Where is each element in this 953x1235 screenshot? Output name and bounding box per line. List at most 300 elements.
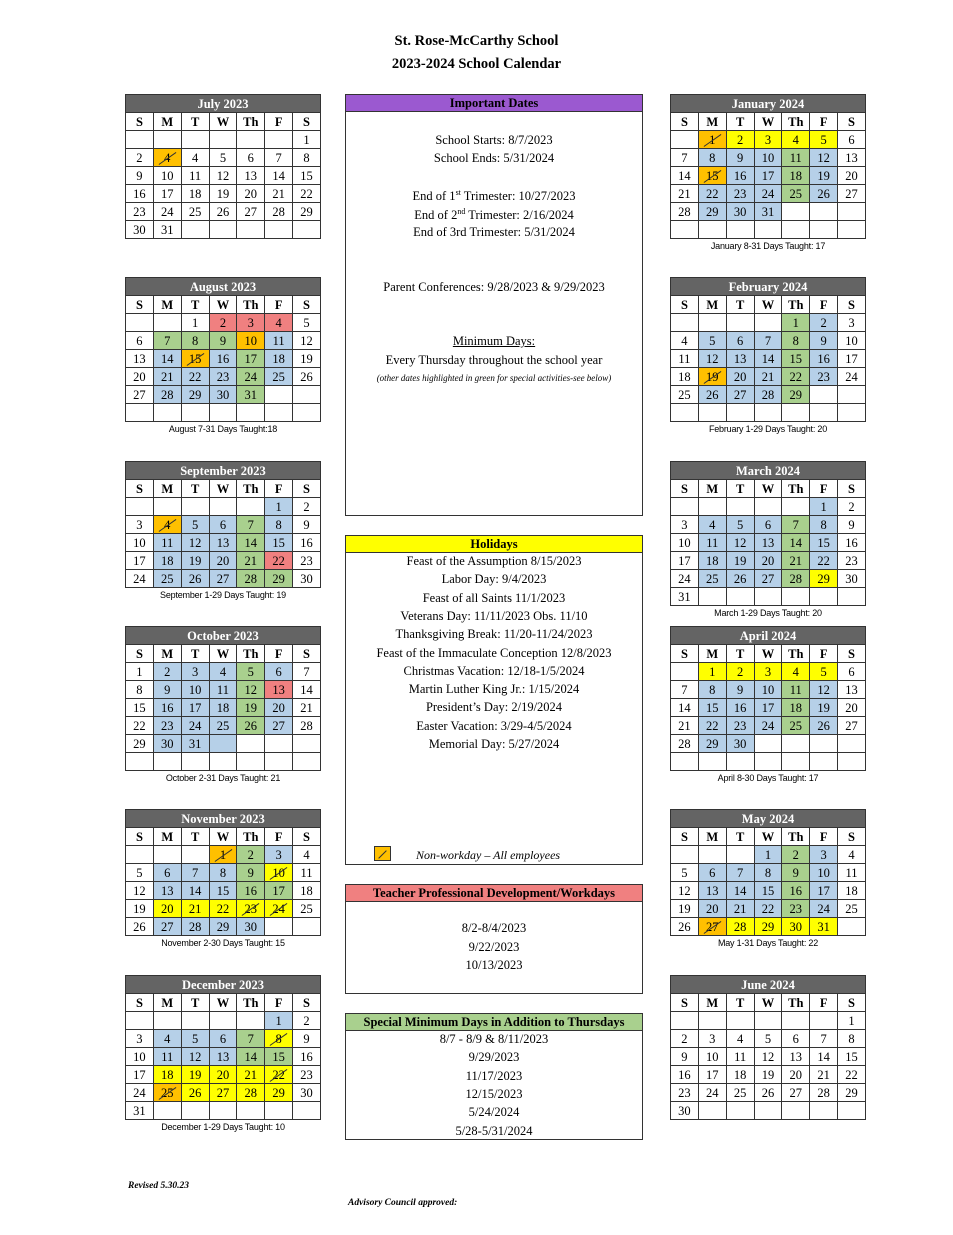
trimester-2-end: End of 2nd Trimester: 2/16/2024: [414, 207, 574, 223]
day-cell: 21: [293, 699, 321, 717]
weekday-header: Th: [782, 645, 810, 663]
day-cell: 13: [726, 350, 754, 368]
day-cell: 28: [265, 203, 293, 221]
weekday-header: T: [726, 994, 754, 1012]
day-cell: 26: [209, 203, 237, 221]
month-calendar: [670, 277, 866, 422]
day-cell: 29: [810, 570, 838, 588]
day-cell: 8: [293, 149, 321, 167]
weekday-header: S: [671, 828, 699, 846]
day-cell: [237, 735, 265, 753]
day-cell: 24: [754, 185, 782, 203]
day-cell: 24: [153, 203, 181, 221]
day-cell: 19: [810, 699, 838, 717]
day-cell: 19: [209, 185, 237, 203]
day-cell: 29: [838, 1084, 866, 1102]
day-cell: [126, 404, 154, 422]
special-minimum-days-box: [345, 1013, 643, 1140]
day-cell: 25: [265, 368, 293, 386]
holidays-item: Christmas Vacation: 12/18-1/5/2024: [403, 663, 585, 678]
month-name: December 2023: [126, 976, 321, 994]
day-cell: [726, 846, 754, 864]
day-cell: 12: [671, 882, 699, 900]
day-cell: 11: [698, 534, 726, 552]
day-cell: 18: [726, 1066, 754, 1084]
month-calendar: [670, 975, 866, 1120]
day-cell: 13: [126, 350, 154, 368]
day-cell: 16: [838, 534, 866, 552]
day-cell: 18: [209, 699, 237, 717]
minimum-item: 9/29/2023: [468, 1050, 520, 1065]
day-cell: 5: [754, 1030, 782, 1048]
weekday-header: S: [293, 113, 321, 131]
day-cell: 27: [153, 918, 181, 936]
day-cell: 2: [671, 1030, 699, 1048]
days-taught-caption: September 1-29 Days Taught: 19: [160, 590, 286, 600]
month-name: January 2024: [671, 95, 866, 113]
day-cell: 2: [726, 663, 754, 681]
weekday-header: S: [293, 645, 321, 663]
day-cell: 22: [181, 368, 209, 386]
day-cell: [293, 386, 321, 404]
weekday-header: Th: [782, 828, 810, 846]
weekday-header: S: [293, 828, 321, 846]
days-taught-caption: May 1-31 Days Taught: 22: [717, 938, 819, 948]
month-name: March 2024: [671, 462, 866, 480]
day-cell: 13: [237, 167, 265, 185]
day-cell: 17: [237, 350, 265, 368]
day-cell: 1: [838, 1012, 866, 1030]
day-cell: [265, 918, 293, 936]
day-cell: 3: [698, 1030, 726, 1048]
day-cell: 19: [726, 552, 754, 570]
day-cell: [838, 735, 866, 753]
day-cell: 20: [209, 552, 237, 570]
revised-note: Revised 5.30.23: [128, 1181, 189, 1191]
day-cell: 12: [209, 167, 237, 185]
day-cell: 29: [126, 735, 154, 753]
day-cell: 25: [153, 570, 181, 588]
holidays-box: [345, 535, 643, 865]
weekday-header: S: [126, 828, 154, 846]
day-cell: [181, 131, 209, 149]
day-cell: [782, 735, 810, 753]
day-cell: 13: [782, 1048, 810, 1066]
day-cell: 16: [293, 534, 321, 552]
weekday-header: M: [153, 994, 181, 1012]
day-cell: 10: [126, 1048, 154, 1066]
weekday-header: F: [810, 828, 838, 846]
day-cell: 26: [237, 717, 265, 735]
day-cell: 23: [726, 185, 754, 203]
day-cell: [782, 498, 810, 516]
day-cell: [126, 1012, 154, 1030]
school-ends: School Ends: 5/31/2024: [433, 151, 555, 165]
day-cell: 14: [671, 699, 699, 717]
day-cell: [810, 221, 838, 239]
day-cell: 3: [126, 1030, 154, 1048]
day-cell: [265, 221, 293, 239]
day-cell: 20: [698, 900, 726, 918]
day-cell: 27: [126, 386, 154, 404]
day-cell: 15: [181, 350, 209, 368]
day-cell: 10: [698, 1048, 726, 1066]
day-cell: [209, 404, 237, 422]
day-cell: 6: [726, 332, 754, 350]
day-cell: 3: [237, 314, 265, 332]
day-cell: 16: [726, 699, 754, 717]
day-cell: 5: [293, 314, 321, 332]
day-cell: 31: [237, 386, 265, 404]
non-workday-legend-swatch: [374, 846, 391, 861]
day-cell: 12: [181, 534, 209, 552]
day-cell: 5: [126, 864, 154, 882]
day-cell: 4: [181, 149, 209, 167]
day-cell: 7: [754, 332, 782, 350]
weekday-header: Th: [237, 994, 265, 1012]
teacher-item: 8/2-8/4/2023: [461, 921, 527, 935]
day-cell: 17: [754, 167, 782, 185]
day-cell: 1: [698, 663, 726, 681]
day-cell: 21: [782, 552, 810, 570]
day-cell: 26: [726, 570, 754, 588]
day-cell: 19: [810, 167, 838, 185]
day-cell: [782, 588, 810, 606]
day-cell: [209, 131, 237, 149]
day-cell: 26: [810, 717, 838, 735]
day-cell: 19: [293, 350, 321, 368]
weekday-header: Th: [237, 296, 265, 314]
day-cell: 15: [782, 350, 810, 368]
day-cell: 16: [153, 699, 181, 717]
day-cell: [838, 1102, 866, 1120]
day-cell: 6: [153, 864, 181, 882]
day-cell: 17: [671, 552, 699, 570]
minimum-item: 8/7 - 8/9 & 8/11/2023: [439, 1032, 549, 1046]
day-cell: 4: [726, 1030, 754, 1048]
weekday-header: M: [698, 828, 726, 846]
day-cell: 20: [153, 900, 181, 918]
day-cell: 8: [810, 516, 838, 534]
day-cell: 14: [293, 681, 321, 699]
day-cell: [671, 131, 699, 149]
weekday-header: S: [126, 994, 154, 1012]
teacher-item: 9/22/2023: [468, 939, 520, 954]
trimester-1-end: End of 1st Trimester: 10/27/2023: [412, 188, 576, 204]
day-cell: 10: [126, 534, 154, 552]
day-cell: [698, 314, 726, 332]
day-cell: [810, 203, 838, 221]
day-cell: 22: [698, 717, 726, 735]
day-cell: 9: [237, 864, 265, 882]
day-cell: 9: [126, 167, 154, 185]
days-taught-caption: November 2-30 Days Taught: 15: [161, 938, 285, 948]
day-cell: 22: [838, 1066, 866, 1084]
month-calendar: [670, 626, 866, 771]
day-cell: 12: [754, 1048, 782, 1066]
day-cell: [671, 1012, 699, 1030]
day-cell: [209, 498, 237, 516]
weekday-header: M: [698, 645, 726, 663]
day-cell: [726, 221, 754, 239]
day-cell: 18: [153, 1066, 181, 1084]
weekday-header: F: [810, 113, 838, 131]
day-cell: 18: [153, 552, 181, 570]
day-cell: 4: [671, 332, 699, 350]
day-cell: 5: [209, 149, 237, 167]
day-cell: 17: [838, 350, 866, 368]
day-cell: 27: [237, 203, 265, 221]
important-dates-header: Important Dates: [346, 95, 642, 112]
day-cell: 12: [810, 149, 838, 167]
day-cell: 8: [838, 1030, 866, 1048]
day-cell: 17: [126, 552, 154, 570]
day-cell: [237, 131, 265, 149]
day-cell: 19: [671, 900, 699, 918]
weekday-header: W: [754, 480, 782, 498]
day-cell: [810, 1102, 838, 1120]
day-cell: 24: [671, 570, 699, 588]
minimum-days-title: Minimum Days:: [452, 334, 536, 348]
day-cell: 2: [293, 1012, 321, 1030]
day-cell: [754, 498, 782, 516]
weekday-header: T: [726, 296, 754, 314]
day-cell: 2: [838, 498, 866, 516]
day-cell: 1: [265, 1012, 293, 1030]
day-cell: [209, 1102, 237, 1120]
day-cell: [153, 1012, 181, 1030]
day-cell: 5: [671, 864, 699, 882]
day-cell: [153, 314, 181, 332]
day-cell: 17: [126, 1066, 154, 1084]
weekday-header: W: [209, 994, 237, 1012]
day-cell: 29: [782, 386, 810, 404]
day-cell: [726, 753, 754, 771]
day-cell: 31: [810, 918, 838, 936]
day-cell: 16: [782, 882, 810, 900]
day-cell: 13: [698, 882, 726, 900]
day-cell: 7: [181, 864, 209, 882]
day-cell: [754, 753, 782, 771]
month-calendar: [125, 461, 321, 588]
day-cell: 14: [754, 350, 782, 368]
day-cell: 11: [782, 681, 810, 699]
day-cell: 26: [698, 386, 726, 404]
day-cell: 23: [209, 368, 237, 386]
day-cell: 23: [810, 368, 838, 386]
day-cell: 4: [698, 516, 726, 534]
day-cell: 26: [671, 918, 699, 936]
day-cell: 3: [838, 314, 866, 332]
day-cell: 17: [181, 699, 209, 717]
day-cell: 20: [754, 552, 782, 570]
day-cell: 7: [726, 864, 754, 882]
day-cell: 7: [671, 149, 699, 167]
day-cell: 12: [293, 332, 321, 350]
teacher-pd-box: [345, 884, 643, 994]
day-cell: 7: [782, 516, 810, 534]
day-cell: 10: [671, 534, 699, 552]
day-cell: [698, 498, 726, 516]
day-cell: [838, 221, 866, 239]
day-cell: 1: [126, 663, 154, 681]
weekday-header: F: [265, 828, 293, 846]
day-cell: 25: [782, 717, 810, 735]
day-cell: 23: [126, 203, 154, 221]
day-cell: [293, 221, 321, 239]
day-cell: 21: [671, 185, 699, 203]
day-cell: 15: [293, 167, 321, 185]
day-cell: 31: [671, 588, 699, 606]
weekday-header: F: [265, 296, 293, 314]
day-cell: 9: [293, 516, 321, 534]
day-cell: [126, 314, 154, 332]
weekday-header: S: [671, 480, 699, 498]
month-name: April 2024: [671, 627, 866, 645]
day-cell: [782, 1102, 810, 1120]
day-cell: 22: [810, 552, 838, 570]
weekday-header: T: [726, 480, 754, 498]
day-cell: 28: [671, 203, 699, 221]
day-cell: 14: [726, 882, 754, 900]
day-cell: 25: [838, 900, 866, 918]
day-cell: 22: [698, 185, 726, 203]
holidays-header: Holidays: [346, 536, 642, 553]
day-cell: [810, 404, 838, 422]
day-cell: [698, 1102, 726, 1120]
day-cell: [754, 735, 782, 753]
day-cell: 14: [782, 534, 810, 552]
advisory-approved: Advisory Council approved:: [348, 1198, 458, 1208]
day-cell: 9: [293, 1030, 321, 1048]
day-cell: 30: [209, 386, 237, 404]
day-cell: [209, 1012, 237, 1030]
weekday-header: T: [726, 113, 754, 131]
day-cell: 6: [237, 149, 265, 167]
weekday-header: T: [181, 994, 209, 1012]
day-cell: 6: [265, 663, 293, 681]
day-cell: 22: [209, 900, 237, 918]
day-cell: [782, 1012, 810, 1030]
weekday-header: T: [181, 296, 209, 314]
day-cell: 29: [181, 386, 209, 404]
day-cell: 30: [726, 203, 754, 221]
day-cell: 31: [126, 1102, 154, 1120]
day-cell: [126, 753, 154, 771]
day-cell: 27: [782, 1084, 810, 1102]
weekday-header: S: [838, 296, 866, 314]
day-cell: 19: [181, 552, 209, 570]
day-cell: 16: [810, 350, 838, 368]
day-cell: [293, 735, 321, 753]
day-cell: 2: [209, 314, 237, 332]
day-cell: [293, 1102, 321, 1120]
day-cell: 14: [153, 350, 181, 368]
month-calendar: [670, 94, 866, 239]
day-cell: [698, 1012, 726, 1030]
day-cell: [838, 753, 866, 771]
day-cell: 18: [698, 552, 726, 570]
day-cell: [153, 404, 181, 422]
weekday-header: S: [671, 994, 699, 1012]
day-cell: [782, 221, 810, 239]
weekday-header: F: [265, 113, 293, 131]
day-cell: [810, 386, 838, 404]
day-cell: 24: [181, 717, 209, 735]
weekday-header: Th: [237, 645, 265, 663]
month-calendar: [670, 809, 866, 936]
day-cell: [726, 588, 754, 606]
day-cell: [838, 386, 866, 404]
day-cell: 11: [265, 332, 293, 350]
day-cell: [810, 588, 838, 606]
day-cell: 6: [838, 131, 866, 149]
weekday-header: T: [181, 645, 209, 663]
day-cell: 17: [754, 699, 782, 717]
day-cell: [671, 846, 699, 864]
weekday-header: S: [126, 645, 154, 663]
days-taught-caption: August 7-31 Days Taught:18: [168, 424, 278, 434]
day-cell: 27: [754, 570, 782, 588]
day-cell: 6: [698, 864, 726, 882]
day-cell: [671, 314, 699, 332]
day-cell: 28: [671, 735, 699, 753]
weekday-header: F: [265, 480, 293, 498]
weekday-header: S: [126, 113, 154, 131]
day-cell: 13: [265, 681, 293, 699]
month-name: November 2023: [126, 810, 321, 828]
day-cell: 30: [153, 735, 181, 753]
day-cell: 10: [153, 167, 181, 185]
day-cell: 8: [209, 864, 237, 882]
minimum-item: 5/24/2024: [468, 1105, 520, 1120]
day-cell: [782, 203, 810, 221]
holidays-item: Martin Luther King Jr.: 1/15/2024: [408, 682, 580, 697]
day-cell: 4: [153, 149, 181, 167]
day-cell: 23: [293, 552, 321, 570]
holidays-item: Memorial Day: 5/27/2024: [428, 737, 560, 751]
day-cell: 16: [126, 185, 154, 203]
day-cell: 25: [181, 203, 209, 221]
day-cell: [782, 753, 810, 771]
day-cell: 17: [153, 185, 181, 203]
day-cell: 16: [671, 1066, 699, 1084]
teacher-pd-header: Teacher Professional Development/Workdays: [346, 885, 642, 902]
day-cell: 21: [671, 717, 699, 735]
day-cell: 3: [754, 131, 782, 149]
day-cell: 1: [698, 131, 726, 149]
day-cell: 9: [671, 1048, 699, 1066]
day-cell: [181, 1102, 209, 1120]
day-cell: 27: [209, 570, 237, 588]
day-cell: 9: [810, 332, 838, 350]
weekday-header: S: [838, 480, 866, 498]
weekday-header: W: [754, 994, 782, 1012]
day-cell: [754, 404, 782, 422]
day-cell: [181, 221, 209, 239]
day-cell: 29: [698, 735, 726, 753]
day-cell: 15: [754, 882, 782, 900]
day-cell: 31: [754, 203, 782, 221]
day-cell: 18: [181, 185, 209, 203]
weekday-header: S: [293, 994, 321, 1012]
day-cell: [698, 753, 726, 771]
non-workday-legend-label: Non-workday – All employees: [416, 848, 561, 862]
day-cell: 29: [265, 570, 293, 588]
day-cell: 22: [782, 368, 810, 386]
day-cell: [153, 1102, 181, 1120]
day-cell: 20: [782, 1066, 810, 1084]
